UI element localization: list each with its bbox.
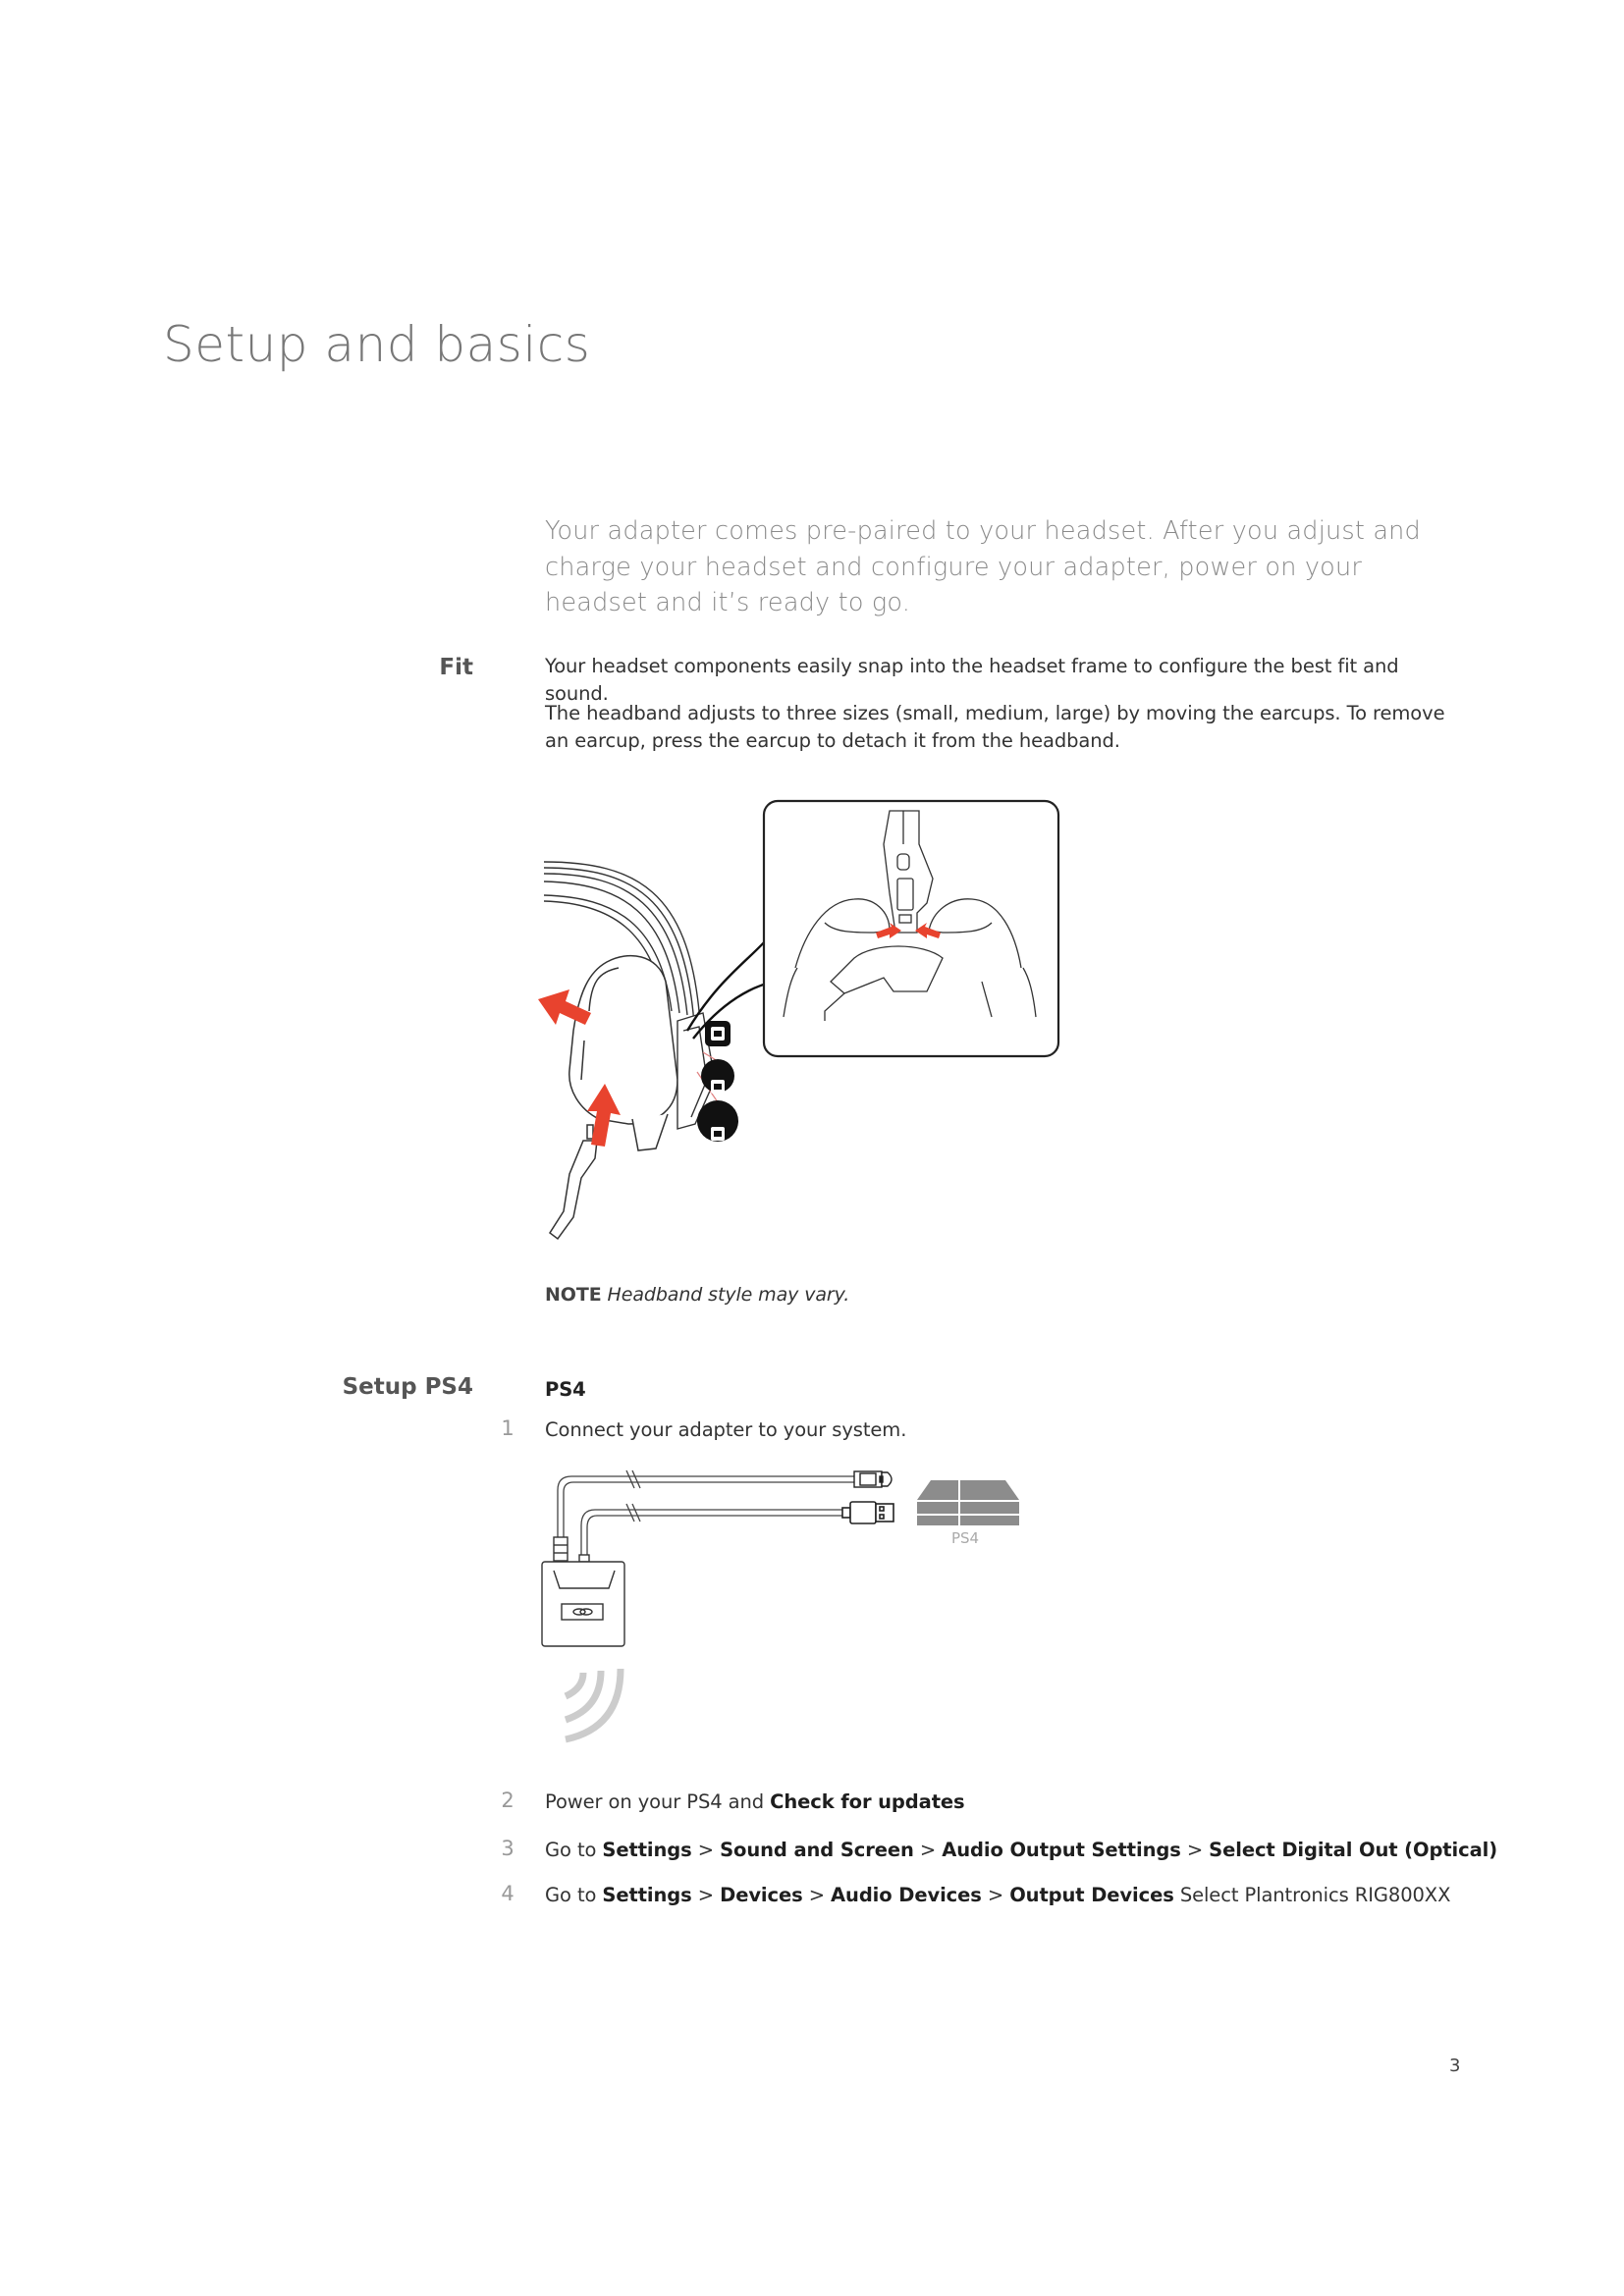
step-emphasis: Check for updates (770, 1790, 965, 1813)
usb-plug-icon (842, 1502, 893, 1523)
step-emphasis: Sound and Screen (720, 1839, 914, 1861)
section-label-fit: Fit (439, 655, 473, 680)
step-text-run: Go to (545, 1839, 603, 1861)
inset-release-tabs-drawing (764, 801, 1058, 1056)
page-number: 3 (1449, 2056, 1461, 2076)
step-text-run: Power on your PS4 and (545, 1790, 771, 1813)
step-emphasis: Audio Output Settings (942, 1839, 1181, 1861)
wireless-signal-icon (566, 1669, 621, 1739)
page-title: Setup and basics (163, 316, 591, 373)
size-marker-small-icon (705, 1021, 731, 1046)
step-3-number: 3 (501, 1837, 514, 1860)
step-text-run: Go to (545, 1884, 603, 1906)
step-text-run: > (802, 1884, 832, 1906)
fit-paragraph-2: The headband adjusts to three sizes (small, medium, large) by moving the earcups. To remove an earcup, press the earcup to detach it from the headband. (545, 702, 1445, 752)
step-4-text (545, 1882, 1450, 1909)
step-emphasis: Select Digital Out (Optical) (1209, 1839, 1498, 1861)
fit-paragraph-1: Your headset components easily snap into the headset frame to configure the best fit and sound. (545, 655, 1399, 705)
ps4-connection-diagram (530, 1463, 1080, 1777)
step-text-run: Select Plantronics RIG800XX (1173, 1884, 1451, 1906)
note (545, 1281, 849, 1308)
step-emphasis: Output Devices (1009, 1884, 1174, 1906)
note-label: NOTE (545, 1284, 602, 1306)
optical-plug-icon (854, 1471, 892, 1487)
size-marker-large-icon (697, 1100, 738, 1142)
earcup-drawing (569, 956, 677, 1150)
step-emphasis: Audio Devices (831, 1884, 982, 1906)
step-text-run: > (981, 1884, 1010, 1906)
usb-cable (581, 1504, 842, 1559)
step-1-text (545, 1416, 906, 1444)
step-emphasis: Settings (602, 1884, 692, 1906)
microphone-boom-drawing (550, 1125, 597, 1239)
step-4-number: 4 (501, 1882, 514, 1905)
step-text-run: > (1180, 1839, 1210, 1861)
section-label-setup-ps4: Setup PS4 (342, 1374, 473, 1400)
intro-paragraph: Your adapter comes pre-paired to your headset. After you adjust and charge your headset and configure your adapter, power on your headset and it’s ready to go. (545, 516, 1421, 617)
note-text: Headband style may vary. (607, 1284, 850, 1306)
optical-cable (558, 1470, 854, 1543)
step-2-text (545, 1789, 965, 1816)
wireless-adapter-icon (542, 1537, 624, 1646)
step-text-run: > (913, 1839, 943, 1861)
step-emphasis: Settings (602, 1839, 692, 1861)
ps4-console-label: PS4 (950, 1529, 980, 1547)
ps4-heading: PS4 (545, 1378, 586, 1401)
step-text-run: Connect your adapter to your system. (545, 1418, 907, 1441)
ps4-console-icon (917, 1480, 1019, 1525)
step-3-text (545, 1837, 1497, 1864)
step-text-run: > (691, 1839, 721, 1861)
step-1-number: 1 (501, 1416, 514, 1440)
step-2-number: 2 (501, 1789, 514, 1812)
step-emphasis: Devices (720, 1884, 803, 1906)
headset-fit-illustration (530, 785, 1080, 1256)
step-text-run: > (691, 1884, 721, 1906)
